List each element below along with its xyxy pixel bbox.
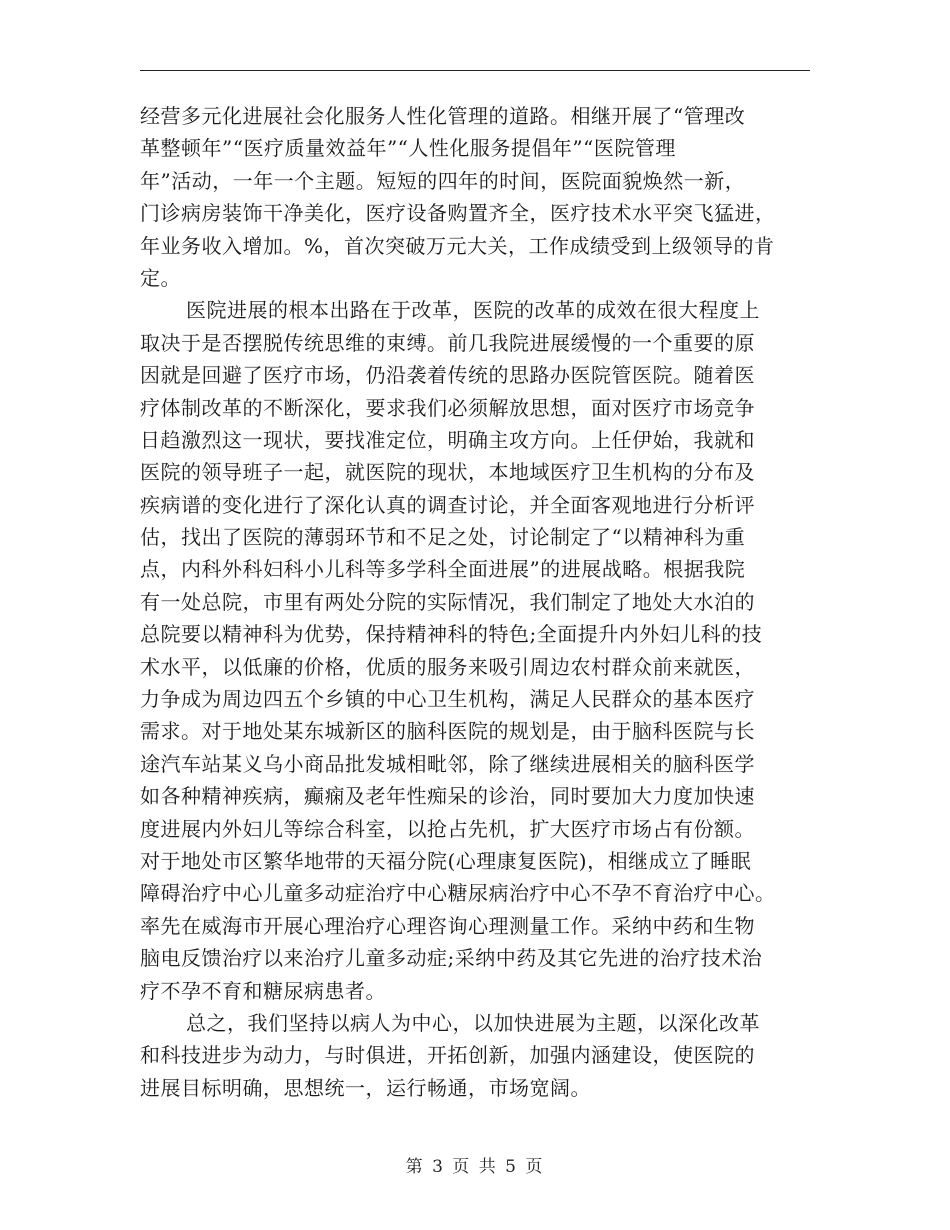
text-line: 日趋激烈这一现状，要找准定位，明确主攻方向。上任伊始，我就和 (140, 427, 755, 452)
text-line: 医院的领导班子一起，就医院的现状，本地域医疗卫生机构的分布及 (140, 460, 755, 485)
text-line: 年业务收入增加。%，首次突破万元大关，工作成绩受到上级领导的肯 (140, 233, 775, 258)
text-line: 疗不孕不育和糖尿病患者。 (140, 978, 386, 1003)
text-line: 途汽车站某义乌小商品批发城相毗邻，除了继续进展相关的脑科医学 (140, 751, 755, 776)
text-line: 脑电反馈治疗以来治疗儿童多动症;采纳中药及其它先进的治疗技术治 (140, 946, 763, 971)
text-line: 取决于是否摆脱传统思维的束缚。前几我院进展缓慢的一个重要的原 (140, 330, 755, 355)
text-line: 估，找出了医院的薄弱环节和不足之处，讨论制定了“以精神科为重 (140, 525, 746, 550)
text-line: 革整顿年”“医疗质量效益年”“人性化服务提倡年”“医院管理 (140, 136, 676, 161)
body-text (140, 100, 812, 1104)
text-line: 术水平，以低廉的价格，优质的服务来吸引周边农村群众前来就医， (140, 654, 755, 679)
text-line: 需求。对于地处某东城新区的脑科医院的规划是，由于脑科医院与长 (140, 719, 755, 744)
text-line: 因就是回避了医疗市场，仍沿袭着传统的思路办医院管医院。随着医 (140, 363, 755, 388)
text-line: 如各种精神疾病，癫痫及老年性痴呆的诊治，同时要加大力度加快速 (140, 784, 755, 809)
text-line: 点，内科外科妇科小儿科等多学科全面进展”的进展战略。根据我院 (140, 557, 746, 582)
text-line: 障碍治疗中心儿童多动症治疗中心糖尿病治疗中心不孕不育治疗中心。 (140, 881, 776, 906)
text-line: 对于地处市区繁华地带的天福分院(心理康复医院)，相继成立了睡眠 (140, 848, 752, 873)
header-rule (140, 70, 810, 71)
text-line: 定。 (140, 265, 181, 290)
text-line: 门诊病房装饰干净美化，医疗设备购置齐全，医疗技术水平突飞猛进， (140, 201, 776, 226)
paragraph-start-line: 医院进展的根本出路在于改革，医院的改革的成效在很大程度上 (186, 298, 760, 323)
text-line: 进展目标明确，思想统一，运行畅通，市场宽阔。 (140, 1075, 591, 1100)
text-line: 有一处总院，市里有两处分院的实际情况，我们制定了地处大水泊的 (140, 589, 755, 614)
text-line: 和科技进步为动力，与时俱进，开拓创新，加强内涵建设，使医院的 (140, 1043, 755, 1068)
text-line: 经营多元化进展社会化服务人性化管理的道路。相继开展了“管理改 (140, 104, 746, 128)
text-line: 疾病谱的变化进行了深化认真的调查讨论，并全面客观地进行分析评 (140, 492, 755, 517)
text-line: 率先在威海市开展心理治疗心理咨询心理测量工作。采纳中药和生物 (140, 913, 755, 938)
page-number-footer: 第 3 页 共 5 页 (405, 1157, 545, 1177)
text-line: 度进展内外妇儿等综合科室，以抢占先机，扩大医疗市场占有份额。 (140, 816, 755, 841)
text-line: 总院要以精神科为优势，保持精神科的特色;全面提升内外妇儿科的技 (140, 622, 763, 647)
text-line: 年”活动，一年一个主题。短短的四年的时间，医院面貌焕然一新， (140, 168, 746, 193)
text-line: 力争成为周边四五个乡镇的中心卫生机构，满足人民群众的基本医疗 (140, 687, 755, 712)
paragraph-start-line: 总之，我们坚持以病人为中心，以加快进展为主题，以深化改革 (186, 1010, 760, 1035)
text-line: 疗体制改革的不断深化，要求我们必须解放思想，面对医疗市场竞争 (140, 395, 755, 420)
